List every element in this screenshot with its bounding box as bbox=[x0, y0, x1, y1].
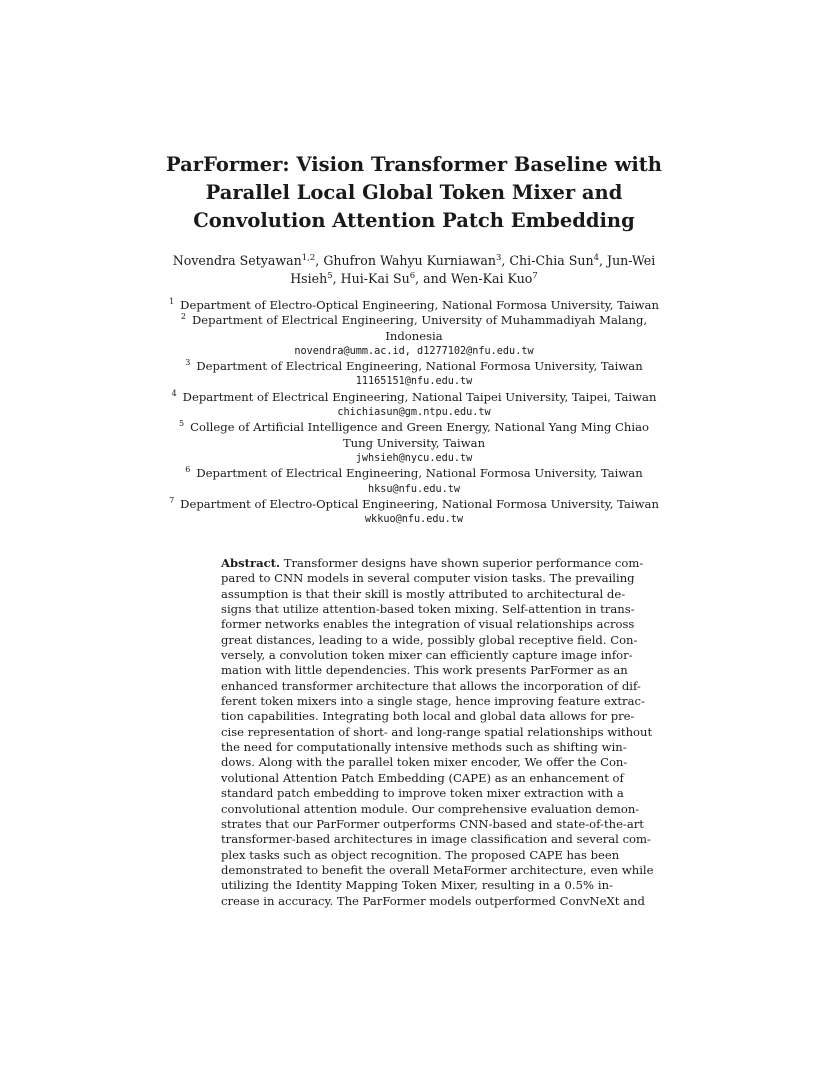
affiliation-line bbox=[0, 359, 828, 374]
abstract-line: assumption is that their skill is mostly attributed to architectural de- bbox=[221, 586, 626, 601]
affiliation-email: novendra@umm.ac.id, d1277102@nfu.edu.tw bbox=[294, 345, 534, 357]
affiliation-email: wkkuo@nfu.edu.tw bbox=[364, 514, 464, 526]
author-separator: , bbox=[332, 271, 341, 286]
abstract-line: demonstrated to benefit the overall MetaFormer architecture, even while bbox=[221, 862, 654, 877]
author-separator: , Jun-Wei bbox=[599, 253, 656, 268]
affiliation-email: jwhsieh@nycu.edu.tw bbox=[355, 452, 473, 464]
author-affiliation-mark: 3 bbox=[495, 253, 502, 263]
abstract-line: mation with little dependencies. This work presents ParFormer as an bbox=[221, 663, 628, 678]
affiliation-number: 4 bbox=[171, 388, 177, 398]
abstract-line: convolutional attention module. Our comprehensive evaluation demon- bbox=[221, 801, 640, 816]
author-separator: , and bbox=[415, 271, 451, 286]
abstract-line: former networks enables the integration of visual relationships across bbox=[221, 617, 635, 632]
abstract-line: the need for computationally intensive methods such as shifting win- bbox=[221, 740, 627, 755]
affiliation-line bbox=[0, 313, 828, 328]
affiliation-list bbox=[0, 298, 828, 527]
affiliation-line bbox=[0, 466, 828, 481]
abstract-line: tion capabilities. Integrating both local and global data allows for pre- bbox=[221, 709, 635, 724]
author-name: Novendra Setyawan bbox=[172, 253, 302, 268]
affiliation-number: 5 bbox=[179, 419, 185, 429]
abstract-line: ferent token mixers into a single stage, hence improving feature extrac- bbox=[221, 694, 645, 709]
affiliation-number: 6 bbox=[185, 465, 191, 475]
author-affiliation-mark: 1,2 bbox=[301, 253, 316, 263]
author-affiliation-mark: 5 bbox=[327, 271, 333, 281]
affiliation-number: 2 bbox=[180, 312, 187, 322]
abstract-line: volutional Attention Patch Embedding (CAPE) as an enhancement of bbox=[221, 770, 624, 785]
affiliation-continuation: Tung University, Taiwan bbox=[342, 435, 486, 450]
author-name: Chi-Chia Sun bbox=[509, 253, 594, 268]
paper-title bbox=[0, 151, 828, 235]
abstract-line: signs that utilize attention-based token mixing. Self-attention in trans- bbox=[221, 602, 635, 617]
abstract-line: versely, a convolution token mixer can efficiently capture image infor- bbox=[221, 648, 633, 663]
author-separator: , bbox=[315, 253, 324, 268]
author-name: Hui-Kai Su bbox=[340, 271, 410, 286]
affiliation-line bbox=[0, 390, 828, 405]
abstract-line: great distances, leading to a wide, possibly global receptive field. Con- bbox=[221, 632, 638, 647]
affiliation-number: 1 bbox=[169, 297, 175, 306]
abstract-line: crease in accuracy. The ParFormer models outperformed ConvNeXt and bbox=[221, 893, 645, 908]
affiliation-text: Department of Electro-Optical Engineering, National Formosa University, Taiwan bbox=[180, 496, 659, 511]
affiliation-email: chichiasun@gm.ntpu.edu.tw bbox=[337, 407, 491, 419]
author-name: Hsieh bbox=[290, 271, 328, 286]
abstract-line: dows. Along with the parallel token mixer encoder, We offer the Con- bbox=[221, 755, 628, 770]
author-affiliation-mark: 7 bbox=[532, 271, 538, 281]
affiliation-continuation: Indonesia bbox=[385, 328, 443, 343]
author-affiliation-mark: 4 bbox=[593, 253, 600, 263]
title-line: Convolution Attention Patch Embedding bbox=[193, 209, 635, 232]
affiliation-text: College of Artificial Intelligence and Green Energy, National Yang Ming Chiao bbox=[190, 420, 649, 435]
abstract-label: Abstract. bbox=[221, 556, 281, 570]
abstract-line: utilizing the Identity Mapping Token Mixer, resulting in a 0.5% in- bbox=[221, 878, 613, 893]
affiliation-text: Department of Electro-Optical Engineering, National Formosa University, Taiwan bbox=[180, 298, 659, 312]
title-line: ParFormer: Vision Transformer Baseline with bbox=[166, 153, 662, 176]
author-affiliation-mark: 6 bbox=[409, 271, 416, 281]
author-name: Wen-Kai Kuo bbox=[450, 271, 533, 286]
author-line bbox=[0, 252, 828, 270]
author-separator: , bbox=[501, 253, 510, 268]
abstract-line bbox=[221, 556, 644, 571]
affiliation-line bbox=[0, 298, 828, 313]
author-name: Ghufron Wahyu Kurniawan bbox=[323, 253, 496, 268]
abstract-line: strates that our ParFormer outperforms CNN-based and state-of-the-art bbox=[221, 816, 644, 831]
abstract-line: standard patch embedding to improve token mixer extraction with a bbox=[221, 786, 624, 801]
affiliation-text: Department of Electrical Engineering, National Formosa University, Taiwan bbox=[196, 359, 643, 374]
affiliation-email: hksu@nfu.edu.tw bbox=[367, 483, 460, 495]
abstract-text: Transformer designs have shown superior performance com- bbox=[280, 556, 644, 570]
abstract-line: transformer-based architectures in image classification and several com- bbox=[221, 832, 651, 847]
abstract-line: plex tasks such as object recognition. The proposed CAPE has been bbox=[221, 847, 620, 862]
abstract-line: cise representation of short- and long-range spatial relationships without bbox=[221, 724, 653, 739]
abstract-line: enhanced transformer architecture that allows the incorporation of dif- bbox=[221, 678, 641, 693]
author-line bbox=[0, 270, 828, 288]
affiliation-text: Department of Electrical Engineering, National Formosa University, Taiwan bbox=[196, 466, 643, 481]
affiliation-number: 7 bbox=[169, 495, 175, 505]
author-list bbox=[0, 252, 828, 288]
abstract bbox=[221, 556, 654, 909]
affiliation-line bbox=[0, 420, 828, 435]
affiliation-text: Department of Electrical Engineering, University of Muhammadiyah Malang, bbox=[192, 313, 648, 328]
affiliation-text: Department of Electrical Engineering, National Taipei University, Taipei, Taiwan bbox=[182, 389, 657, 404]
title-line: Parallel Local Global Token Mixer and bbox=[205, 181, 623, 204]
abstract-line: pared to CNN models in several computer vision tasks. The prevailing bbox=[221, 571, 635, 586]
affiliation-number: 3 bbox=[185, 358, 191, 368]
affiliation-email: 11165151@nfu.edu.tw bbox=[355, 376, 473, 388]
affiliation-line bbox=[0, 497, 828, 512]
